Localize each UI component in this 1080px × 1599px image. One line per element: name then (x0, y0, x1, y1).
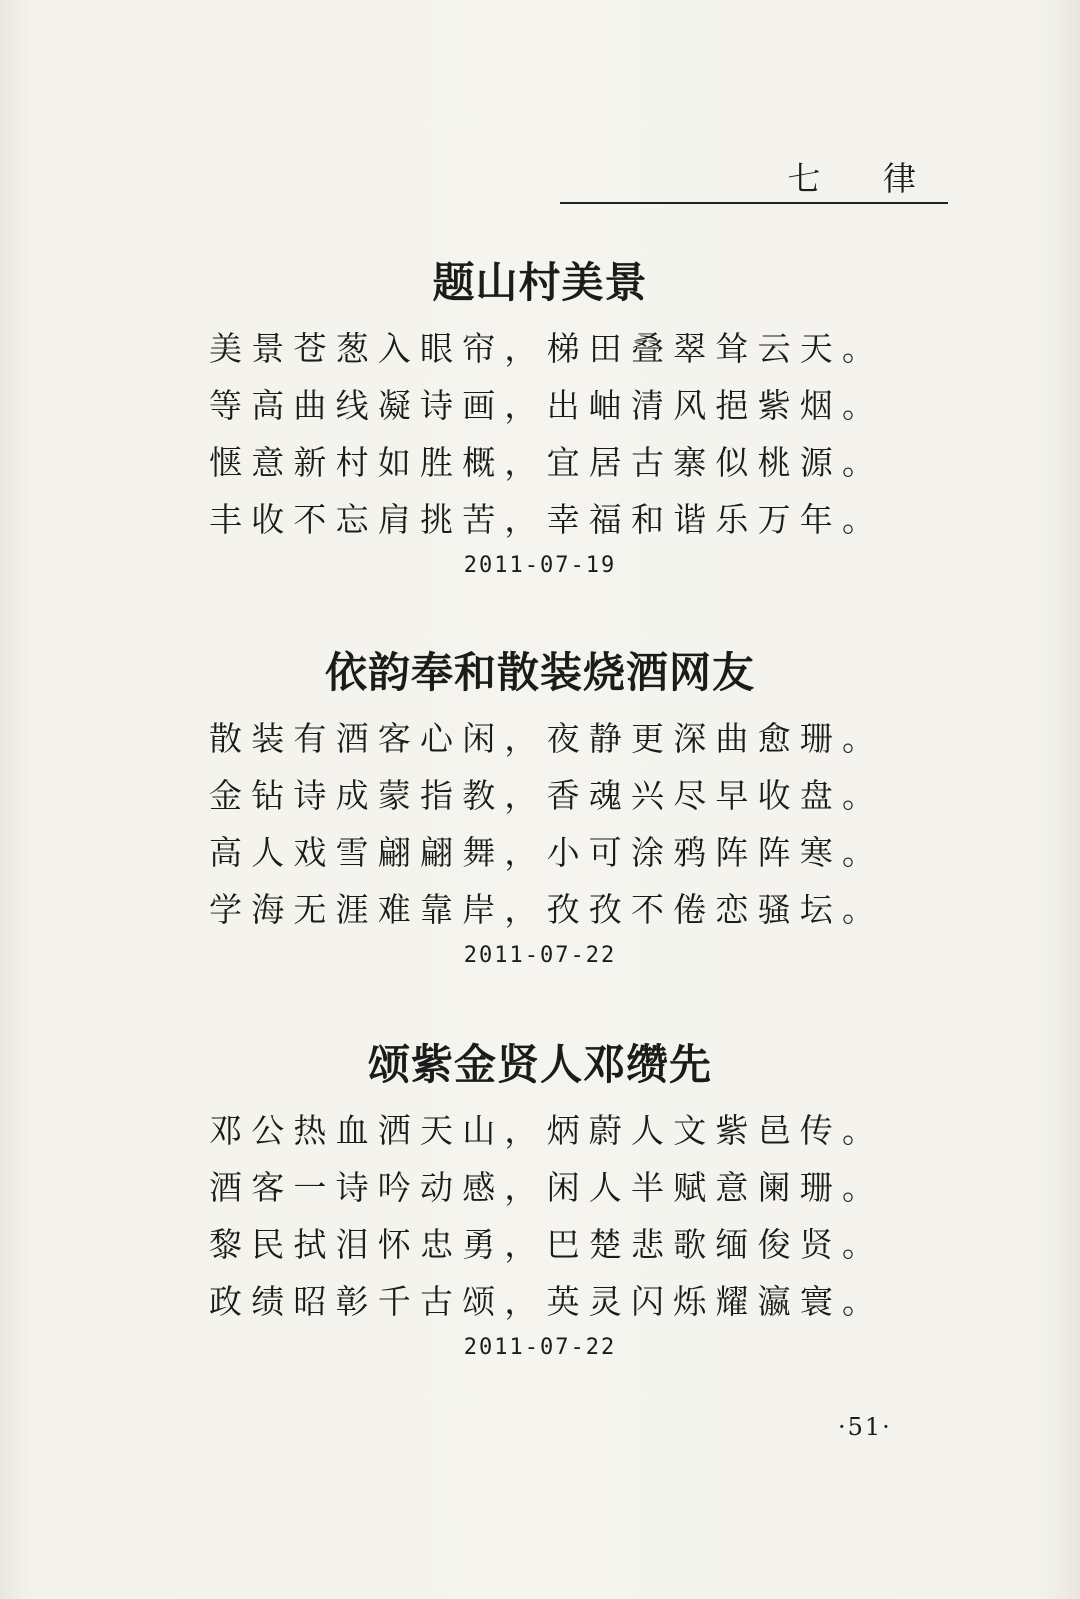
poem-body (0, 1102, 1080, 1330)
poem-line: 高人戏雪翩翩舞，小可涂鸦阵阵寒。 (209, 833, 885, 872)
poem-line: 美景苍葱入眼帘，梯田叠翠耸云天。 (209, 329, 885, 368)
poem-title: 依韵奉和散装烧酒网友 (324, 648, 755, 697)
poem-body (0, 710, 1080, 938)
poem-line: 惬意新村如胜概，宜居古寨似桃源。 (209, 443, 885, 482)
poem-line: 政绩昭彰千古颂，英灵闪烁耀瀛寰。 (209, 1282, 885, 1321)
poem-date: 2011-07-22 (463, 943, 617, 968)
poem-3 (0, 1040, 1080, 1362)
poem-date: 2011-07-22 (463, 1335, 617, 1360)
running-header (560, 158, 948, 204)
poem-line: 金钻诗成蒙指教，香魂兴尽早收盘。 (209, 776, 885, 815)
poem-line: 散装有酒客心闲，夜静更深曲愈珊。 (209, 719, 885, 758)
poem-body (0, 320, 1080, 548)
poem-line: 邓公热血洒天山，炳蔚人文紫邑传。 (209, 1111, 885, 1150)
poem-line: 等高曲线凝诗画，出岫清风挹紫烟。 (209, 386, 885, 425)
poem-line: 丰收不忘肩挑苦，幸福和谐乐万年。 (209, 500, 885, 539)
poem-line: 学海无涯难靠岸，孜孜不倦恋骚坛。 (209, 890, 885, 929)
poem-date: 2011-07-19 (463, 553, 617, 578)
poem-line: 酒客一诗吟动感，闲人半赋意阑珊。 (209, 1168, 885, 1207)
poem-line: 黎民拭泪怀忠勇，巴楚悲歌缅俊贤。 (209, 1225, 885, 1264)
section-title: 七 律 (787, 159, 942, 198)
page-number: ·51· (838, 1413, 892, 1441)
poem-2 (0, 648, 1080, 970)
poem-title: 颂紫金贤人邓缵先 (367, 1040, 712, 1089)
poem-1 (0, 258, 1080, 580)
poem-title: 题山村美景 (432, 258, 648, 307)
